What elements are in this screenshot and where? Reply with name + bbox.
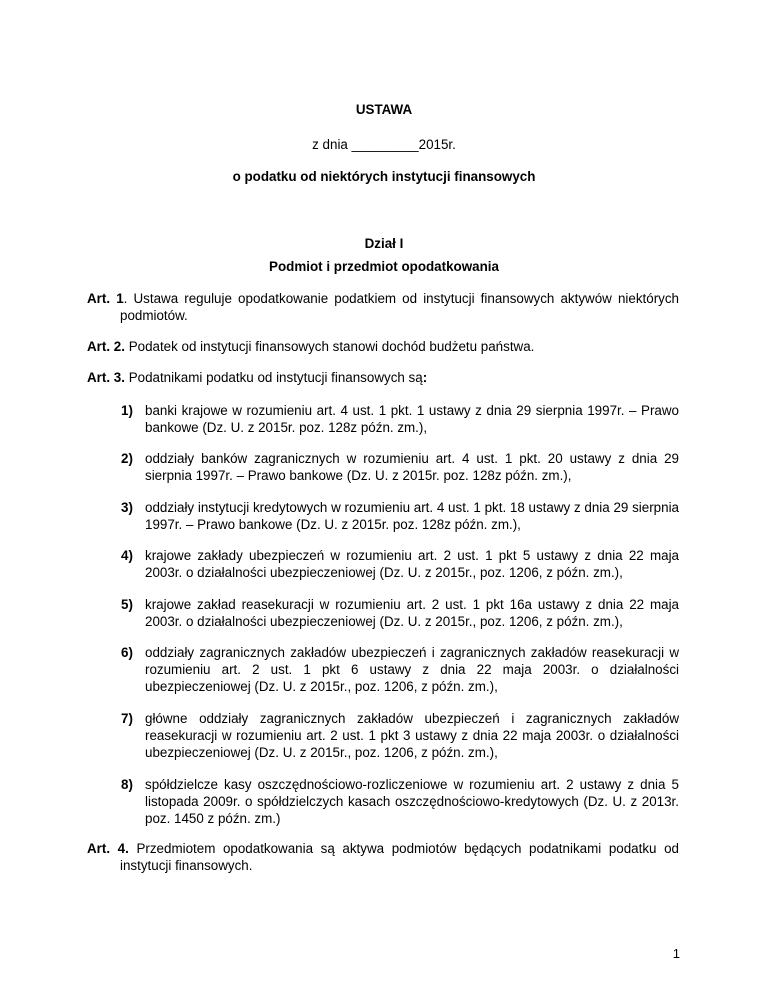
article-label: Art. 1 <box>87 291 124 306</box>
list-item: 5) krajowe zakład reasekuracji w rozumieniu art. 2 ust. 1 pkt 16a ustawy z dnia 22 maja 2003r. o działalności ubezpieczeniowej (Dz. U. z 2015r., poz. 1206, z późn. zm.), <box>121 597 679 629</box>
act-title: USTAWA <box>355 102 413 117</box>
article-text: Podatnikami podatku od instytucji finansowych są <box>128 370 423 385</box>
list-item: 4) krajowe zakłady ubezpieczeń w rozumieniu art. 2 ust. 1 pkt 5 ustawy z dnia 22 maja 2003r. o działalności ubezpieczeniowej (Dz. U. z 2015r., poz. 1206, z późn. zm.), <box>121 548 679 580</box>
article-text: Podatek od instytucji finansowych stanowi dochód budżetu państwa. <box>128 339 535 354</box>
list-item-text: oddziały banków zagranicznych w rozumieniu art. 4 ust. 1 pkt. 20 ustawy z dnia 29 sierpnia 1997r. – Prawo bankowe (Dz. U. z 2015r. poz. 128z późn. zm.), <box>145 451 679 483</box>
article-3: Art. 3. Podatnikami podatku od instytucji finansowych są: <box>87 370 428 385</box>
list-item: 6) oddziały zagranicznych zakładów ubezpieczeń i zagranicznych zakładów reasekuracji w rozumieniu art. 2 ust. 1 pkt 6 ustawy z dnia 22 maja 2003r. o działalności ubezpieczeniowej (Dz. U. z 2015r., poz. 1206, z późn. zm.), <box>121 645 679 694</box>
list-item-text: spółdzielcze kasy oszczędnościowo-rozliczeniowe w rozumieniu art. 2 ustawy z dnia 5 listopada 2009r. o spółdzielczych kasach oszczędnościowo-kredytowych (Dz. U. z 2013r. poz. 1450 z późn. zm.) <box>145 777 679 826</box>
act-subject: o podatku od niektórych instytucji finansowych <box>232 169 536 184</box>
list-item-text: krajowe zakład reasekuracji w rozumieniu art. 2 ust. 1 pkt 16a ustawy z dnia 22 maja 2003r. o działalności ubezpieczeniowej (Dz. U. z 2015r., poz. 1206, z późn. zm.), <box>145 597 679 629</box>
act-date: z dnia _________2015r. <box>312 137 456 152</box>
page-number: 1 <box>672 946 680 961</box>
section-heading: Podmiot i przedmiot opodatkowania <box>269 259 499 274</box>
list-item: 1) banki krajowe w rozumieniu art. 4 ust. 1 pkt. 1 ustawy z dnia 29 sierpnia 1997r. – Prawo bankowe (Dz. U. z 2015r. poz. 128z późn. zm.), <box>121 403 679 435</box>
list-item: 8) spółdzielcze kasy oszczędnościowo-rozliczeniowe w rozumieniu art. 2 ustawy z dnia 5 listopada 2009r. o spółdzielczych kasach oszczędnościowo-kredytowych (Dz. U. z 2013r. poz. 1450 z późn. zm.) <box>121 777 679 826</box>
article-4 <box>87 840 679 874</box>
list-item-text: główne oddziały zagranicznych zakładów ubezpieczeń i zagranicznych zakładów reasekuracji w rozumieniu art. 2 ust. 1 pkt 3 ustawy z dnia 22 maja 2003r. o działalności ubezpieczeniowej (Dz. U. z 2015r., poz. 1206, z późn. zm.), <box>145 711 679 760</box>
list-item-text: oddziały instytucji kredytowych w rozumieniu art. 4 ust. 1 pkt. 18 ustawy z dnia 29 sierpnia 1997r. – Prawo bankowe (Dz. U. z 2015r. poz. 128z późn. zm.), <box>145 500 679 532</box>
article-text: Przedmiotem opodatkowania są aktywa podmiotów będących podatnikami podatku od instytucji finansowych. <box>120 841 679 873</box>
article-label: Art. 2. <box>87 339 125 354</box>
list-item-text: krajowe zakłady ubezpieczeń w rozumieniu art. 2 ust. 1 pkt 5 ustawy z dnia 22 maja 2003r. o działalności ubezpieczeniowej (Dz. U. z 2015r., poz. 1206, z późn. zm.), <box>145 548 679 580</box>
article-1: Art. 1. Ustawa reguluje opodatkowanie podatkiem od instytucji finansowych aktywów niektórych podmiotów. <box>87 291 679 323</box>
list-item-text: banki krajowe w rozumieniu art. 4 ust. 1 pkt. 1 ustawy z dnia 29 sierpnia 1997r. – Prawo bankowe (Dz. U. z 2015r. poz. 128z późn. zm.), <box>145 403 679 435</box>
article-text: Ustawa reguluje opodatkowanie podatkiem od instytucji finansowych aktywów niektórych podmiotów. <box>120 291 679 323</box>
list-item-text: oddziały zagranicznych zakładów ubezpieczeń i zagranicznych zakładów reasekuracji w rozumieniu art. 2 ust. 1 pkt 6 ustawy z dnia 22 maja 2003r. o działalności ubezpieczeniowej (Dz. U. z 2015r., poz. 1206, z późn. zm.), <box>145 645 679 694</box>
article-label: Art. 4. <box>87 841 129 856</box>
section-label: Dział I <box>364 236 404 251</box>
article-label: Art. 3. <box>87 370 125 385</box>
article-2 <box>87 338 679 355</box>
list-item: 3) oddziały instytucji kredytowych w rozumieniu art. 4 ust. 1 pkt. 18 ustawy z dnia 29 sierpnia 1997r. – Prawo bankowe (Dz. U. z 2015r. poz. 128z późn. zm.), <box>121 500 679 532</box>
list-item: 2) oddziały banków zagranicznych w rozumieniu art. 4 ust. 1 pkt. 20 ustawy z dnia 29 sierpnia 1997r. – Prawo bankowe (Dz. U. z 2015r. poz. 128z późn. zm.), <box>121 451 679 483</box>
list-item: 7) główne oddziały zagranicznych zakładów ubezpieczeń i zagranicznych zakładów reasekuracji w rozumieniu art. 2 ust. 1 pkt 3 ustawy z dnia 22 maja 2003r. o działalności ubezpieczeniowej (Dz. U. z 2015r., poz. 1206, z późn. zm.), <box>121 711 679 760</box>
